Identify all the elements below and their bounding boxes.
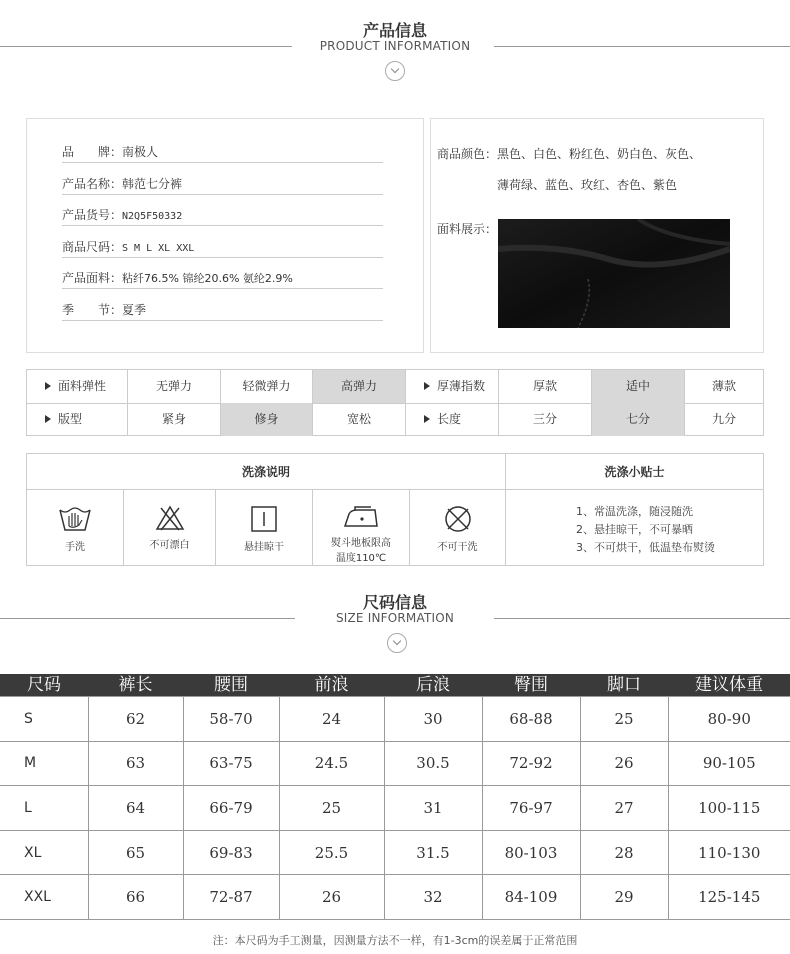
header-leg-opening: 脚口 — [580, 674, 668, 697]
divider-right — [494, 46, 790, 47]
table-row: XXL 66 72-87 26 32 84-109 29 125-145 — [0, 875, 790, 920]
info-row-brand: 品 牌：南极人 — [62, 141, 383, 163]
colors-label: 商品颜色： — [437, 147, 498, 161]
wash-title: 洗涤说明 — [27, 454, 506, 490]
fit-option: 宽松 — [313, 403, 406, 436]
wash-item: 手洗 — [27, 490, 124, 566]
size-info-title: 尺码信息 — [362, 593, 427, 612]
colors-line2: 薄荷绿、蓝色、玫红、杏色、紫色 — [497, 178, 678, 192]
product-info-title: 产品信息 — [362, 21, 427, 40]
fabric-label: 面料展示： — [437, 222, 498, 236]
elasticity-heading: 面料弹性 — [27, 370, 128, 403]
size-note: 注：本尺码为手工测量，因测量方法不一样，有1-3cm的误差属于正常范围 — [212, 934, 578, 947]
chevron-down-icon — [387, 633, 407, 653]
hand-wash-icon — [57, 504, 93, 534]
elasticity-option: 无弹力 — [128, 370, 221, 403]
fit-option: 紧身 — [128, 403, 221, 436]
divider-left — [0, 618, 295, 619]
product-info-box — [26, 118, 424, 353]
length-option-selected: 七分 — [592, 403, 685, 436]
table-row: XL 65 69-83 25.5 31.5 80-103 28 110-130 — [0, 830, 790, 875]
triangle-right-icon — [424, 382, 430, 390]
thickness-option: 厚款 — [499, 370, 592, 403]
info-row-sizes: 商品尺码：S M L XL XXL — [62, 236, 383, 258]
thickness-heading: 厚薄指数 — [406, 370, 499, 403]
no-bleach-icon — [155, 504, 185, 532]
thickness-option: 薄款 — [711, 379, 736, 393]
length-heading: 长度 — [406, 403, 499, 436]
header-waist: 腰围 — [183, 674, 279, 697]
thickness-option-selected: 适中 — [592, 370, 685, 403]
property-grid — [26, 369, 764, 436]
elasticity-option: 轻微弹力 — [221, 370, 313, 403]
chevron-down-icon — [385, 61, 405, 81]
elasticity-option-selected: 高弹力 — [313, 370, 406, 403]
info-row-sku: 产品货号：N2Q5F50332 — [62, 204, 383, 226]
header-hip: 臀围 — [482, 674, 580, 697]
product-info-subtitle: PRODUCT INFORMATION — [319, 39, 471, 53]
info-row-fabric: 产品面料：粘纤76.5% 锦纶20.6% 氨纶2.9% — [62, 267, 383, 289]
size-info-subtitle: SIZE INFORMATION — [335, 611, 455, 625]
size-table-header — [0, 674, 790, 697]
header-weight: 建议体重 — [668, 674, 790, 697]
triangle-right-icon — [45, 415, 51, 423]
fit-option-selected: 修身 — [221, 403, 313, 436]
wash-tips: 1、常温洗涤，随浸随洗 2、悬挂晾干，不可暴晒 3、不可烘干，低温垫布熨烫 — [576, 505, 715, 554]
wash-item: 熨斗地板限高 温度110℃ — [313, 490, 410, 566]
table-row: S 62 58-70 24 30 68-88 25 80-90 — [0, 697, 790, 742]
wash-item: 不可漂白 — [124, 490, 216, 566]
triangle-right-icon — [424, 415, 430, 423]
header-back-rise: 后浪 — [384, 674, 482, 697]
no-dry-clean-icon — [443, 504, 473, 534]
divider-right — [494, 618, 790, 619]
colors-line1: 黑色、白色、粉红色、奶白色、灰色、 — [497, 147, 702, 161]
table-row: L 64 66-79 25 31 76-97 27 100-115 — [0, 786, 790, 831]
header-length: 裤长 — [88, 674, 183, 697]
info-row-season: 季 节：夏季 — [62, 299, 383, 321]
divider-left — [0, 46, 292, 47]
fit-heading: 版型 — [27, 403, 128, 436]
header-front-rise: 前浪 — [279, 674, 384, 697]
size-table — [0, 674, 790, 920]
fabric-swatch-image — [498, 219, 730, 328]
header-size: 尺码 — [0, 674, 88, 697]
wash-item: 悬挂晾干 — [216, 490, 313, 566]
wash-tips-title: 洗涤小贴士 — [506, 454, 763, 490]
iron-low-icon — [341, 504, 381, 530]
length-option: 三分 — [499, 403, 592, 436]
hang-dry-icon — [249, 504, 279, 534]
length-option: 九分 — [711, 412, 736, 426]
info-row-name: 产品名称：韩范七分裤 — [62, 173, 383, 195]
wash-item: 不可干洗 — [410, 490, 506, 566]
table-row: M 63 63-75 24.5 30.5 72-92 26 90-105 — [0, 741, 790, 786]
triangle-right-icon — [45, 382, 51, 390]
